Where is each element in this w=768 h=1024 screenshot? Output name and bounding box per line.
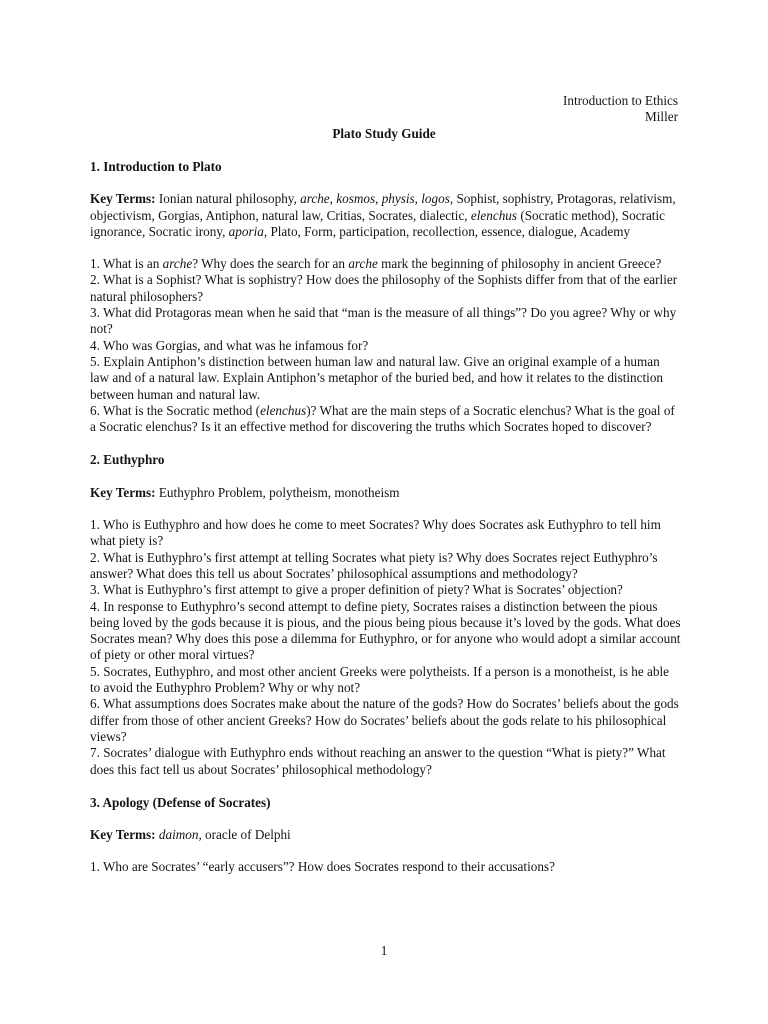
- question: [90, 354, 682, 403]
- key-terms-list: [156, 485, 400, 500]
- italic-term: logos: [421, 191, 450, 207]
- italic-term: arche: [348, 256, 378, 272]
- question: [90, 599, 682, 664]
- text-run: ,: [375, 191, 382, 207]
- section-heading: 2. Euthyphro: [90, 452, 165, 468]
- italic-term: aporia: [228, 223, 264, 239]
- text-run: , Plato, Form, participation, recollection, essence, dialogue, Academy: [263, 223, 631, 239]
- text-run: ,: [329, 191, 337, 207]
- document-body: [90, 159, 682, 893]
- key-terms-list: [156, 827, 291, 842]
- question-list: [90, 859, 682, 875]
- text-run: 7. Socrates’ dialogue with Euthyphro ends without reaching an answer to the question “What is piety?” What does this fact tell us about Socrates’ philosophical methodology?: [90, 745, 666, 777]
- question: [90, 582, 682, 598]
- key-terms: [90, 191, 682, 240]
- text-run: 5. Socrates, Euthyphro, and most other ancient Greeks were polytheists. If a person is a monotheist, is he able to avoid the Euthyphro Problem? Why or why not?: [90, 663, 670, 696]
- instructor-name: Miller: [645, 109, 678, 124]
- text-run: 1. Who is Euthyphro and how does he come to meet Socrates? Why does Socrates ask Euthyphro to tell him what piety is?: [90, 517, 661, 549]
- text-run: , Sophist, sophistry, Protagoras, relativism, objectivism, Gorgias, Antiphon, natural law, Critias, Socrates, dialectic,: [90, 191, 676, 223]
- text-run: 6. What is the Socratic method (: [90, 402, 261, 418]
- text-run: 2. What is Euthyphro’s first attempt at telling Socrates what piety is? Why does Socrates reject Euthyphro’s answer? What does this tell us about Socrates’ philosophical assumptions and methodology?: [90, 549, 658, 581]
- question: [90, 745, 682, 778]
- text-run: Ionian natural philosophy,: [155, 191, 301, 207]
- section-introduction-to-plato: [90, 159, 682, 435]
- question: [90, 696, 682, 745]
- text-run: 6. What assumptions does Socrates make about the nature of the gods? How do Socrates’ beliefs about the gods differ from those of other ancient Greeks? How do Socrates’ beliefs about the gods relate to his philosophical views?: [90, 696, 679, 744]
- question: [90, 305, 682, 338]
- text-run: 3. What did Protagoras mean when he said that “man is the measure of all things”? Do you agree? Why or why not?: [90, 305, 677, 337]
- text-run: 4. In response to Euthyphro’s second attempt to define piety, Socrates raises a distinction between the pious being loved by the gods because it is pious, and the pious being pious because it’s loved by the gods. What does Socrates mean? Why does this pose a dilemma for Euthyphro, or for anyone who would adopt a similar account of piety or other moral virtues?: [90, 598, 681, 663]
- section-apology: [90, 795, 682, 876]
- text-run: )? What are the main steps of a Socratic elenchus? What is the goal of a Socratic elenchus? Is it an effective method for discovering the truths which Socrates hoped to discover?: [90, 402, 675, 435]
- key-terms-label: Key Terms:: [90, 484, 156, 500]
- document-title: Plato Study Guide: [332, 126, 436, 141]
- italic-term: elenchus: [470, 207, 518, 223]
- key-terms-label: Key Terms:: [90, 827, 156, 843]
- question: [90, 403, 682, 436]
- text-run: 2. What is a Sophist? What is sophistry? How does the philosophy of the Sophists differ from that of the earlier natural philosophers?: [90, 272, 678, 304]
- text-run: 1. Who are Socrates’ “early accusers”? How does Socrates respond to their accusations?: [90, 859, 555, 875]
- section-euthyphro: [90, 452, 682, 777]
- question: [90, 664, 682, 697]
- text-run: , oracle of Delphi: [198, 827, 291, 843]
- page-number: 1: [380, 943, 388, 958]
- text-run: Euthyphro Problem, polytheism, monotheism: [155, 484, 400, 500]
- section-heading: 3. Apology (Defense of Socrates): [90, 794, 271, 810]
- text-run: (Socratic method), Socratic ignorance, Socratic irony,: [90, 207, 665, 239]
- text-run: mark the beginning of philosophy in ancient Greece?: [377, 256, 662, 272]
- text-run: 4. Who was Gorgias, and what was he infamous for?: [90, 337, 369, 353]
- question-list: [90, 256, 682, 435]
- course-name: Introduction to Ethics: [562, 93, 678, 108]
- section-heading: 1. Introduction to Plato: [90, 159, 222, 174]
- key-terms: [90, 827, 682, 843]
- italic-term: daimon: [158, 827, 199, 843]
- text-run: 1. What is an: [90, 256, 163, 272]
- question: [90, 517, 682, 550]
- question: [90, 338, 682, 354]
- key-terms-label: Key Terms:: [90, 191, 156, 207]
- text-run: ,: [414, 191, 422, 207]
- text-run: 5. Explain Antiphon’s distinction between human law and natural law. Give an original example of a human law and of a natural law. Explain Antiphon’s metaphor of the buried bed, and how it relates to the distinction between human and natural law.: [90, 353, 664, 402]
- question: [90, 859, 682, 875]
- key-terms-list: [90, 191, 676, 239]
- italic-term: elenchus: [260, 402, 307, 418]
- italic-term: kosmos: [336, 191, 376, 207]
- question: [90, 256, 682, 272]
- text-run: ? Why does the search for an: [192, 256, 349, 272]
- question: [90, 272, 682, 305]
- italic-term: arche: [300, 191, 330, 207]
- question-list: [90, 517, 682, 778]
- italic-term: arche: [162, 256, 193, 272]
- key-terms: [90, 485, 682, 501]
- question: [90, 550, 682, 583]
- text-run: 3. What is Euthyphro’s first attempt to give a proper definition of piety? What is Socrates’ objection?: [90, 582, 623, 598]
- italic-term: physis: [381, 191, 415, 207]
